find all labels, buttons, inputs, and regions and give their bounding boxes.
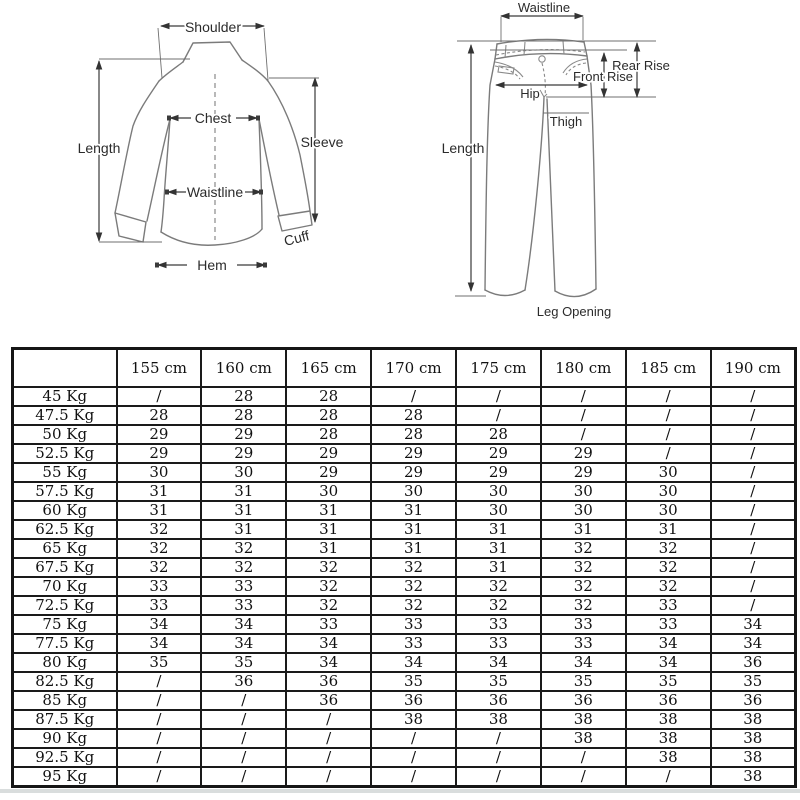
size-cell: 29 bbox=[286, 463, 371, 482]
size-cell: / bbox=[711, 406, 796, 425]
table-row bbox=[13, 748, 796, 767]
weight-row-header: 80 Kg bbox=[13, 653, 117, 672]
size-chart-table bbox=[11, 347, 797, 788]
size-cell: 29 bbox=[201, 425, 286, 444]
size-cell: 33 bbox=[371, 634, 456, 653]
size-cell: / bbox=[541, 387, 626, 406]
size-cell: 31 bbox=[201, 520, 286, 539]
size-cell: 38 bbox=[711, 710, 796, 729]
height-column-header: 185 cm bbox=[626, 349, 711, 388]
size-cell: 38 bbox=[711, 729, 796, 748]
size-cell: 31 bbox=[456, 520, 541, 539]
table-row bbox=[13, 710, 796, 729]
size-cell: / bbox=[711, 425, 796, 444]
size-cell: 32 bbox=[371, 558, 456, 577]
size-cell: 28 bbox=[286, 387, 371, 406]
size-cell: / bbox=[371, 748, 456, 767]
pants-labels bbox=[442, 0, 670, 319]
size-cell: 32 bbox=[626, 558, 711, 577]
shirt-cuff-label: Cuff bbox=[282, 227, 311, 249]
size-cell: 32 bbox=[117, 520, 202, 539]
size-cell: / bbox=[626, 444, 711, 463]
size-cell: 34 bbox=[711, 615, 796, 634]
size-cell: / bbox=[456, 406, 541, 425]
size-cell: 32 bbox=[201, 539, 286, 558]
size-cell: 33 bbox=[456, 634, 541, 653]
size-cell: 35 bbox=[456, 672, 541, 691]
size-cell: / bbox=[626, 767, 711, 787]
size-cell: 36 bbox=[286, 691, 371, 710]
table-row bbox=[13, 425, 796, 444]
pants-length-label: Length bbox=[441, 140, 485, 156]
height-column-header: 155 cm bbox=[117, 349, 202, 388]
weight-row-header: 50 Kg bbox=[13, 425, 117, 444]
weight-row-header: 90 Kg bbox=[13, 729, 117, 748]
size-cell: / bbox=[117, 710, 202, 729]
height-column-header: 190 cm bbox=[711, 349, 796, 388]
size-cell: 32 bbox=[541, 539, 626, 558]
size-cell: / bbox=[117, 672, 202, 691]
weight-row-header: 75 Kg bbox=[13, 615, 117, 634]
size-cell: 34 bbox=[117, 615, 202, 634]
size-cell: 28 bbox=[117, 406, 202, 425]
size-cell: / bbox=[286, 729, 371, 748]
weight-row-header: 95 Kg bbox=[13, 767, 117, 787]
corner-cell bbox=[13, 349, 117, 388]
size-cell: 30 bbox=[626, 501, 711, 520]
size-cell: / bbox=[201, 767, 286, 787]
size-cell: 31 bbox=[286, 501, 371, 520]
shirt-hem-label: Hem bbox=[197, 257, 227, 273]
size-cell: 28 bbox=[371, 425, 456, 444]
size-cell: / bbox=[541, 748, 626, 767]
size-cell: 29 bbox=[117, 444, 202, 463]
size-cell: / bbox=[117, 729, 202, 748]
table-row bbox=[13, 501, 796, 520]
weight-row-header: 65 Kg bbox=[13, 539, 117, 558]
size-cell: 36 bbox=[371, 691, 456, 710]
table-row bbox=[13, 634, 796, 653]
size-cell: 28 bbox=[286, 406, 371, 425]
size-cell: / bbox=[456, 767, 541, 787]
size-cell: 31 bbox=[371, 539, 456, 558]
size-cell: 30 bbox=[456, 501, 541, 520]
size-cell: 29 bbox=[541, 463, 626, 482]
size-cell: 33 bbox=[541, 634, 626, 653]
weight-row-header: 60 Kg bbox=[13, 501, 117, 520]
size-cell: / bbox=[711, 387, 796, 406]
size-cell: 31 bbox=[626, 520, 711, 539]
size-cell: 34 bbox=[201, 615, 286, 634]
weight-row-header: 77.5 Kg bbox=[13, 634, 117, 653]
size-cell: 32 bbox=[541, 558, 626, 577]
size-cell: 32 bbox=[117, 539, 202, 558]
size-cell: / bbox=[711, 577, 796, 596]
size-cell: 32 bbox=[117, 558, 202, 577]
pants-waistline-label: Waistline bbox=[517, 0, 571, 15]
size-cell: 33 bbox=[117, 596, 202, 615]
weight-row-header: 92.5 Kg bbox=[13, 748, 117, 767]
size-cell: 36 bbox=[711, 653, 796, 672]
size-cell: 38 bbox=[541, 710, 626, 729]
size-cell: 30 bbox=[456, 482, 541, 501]
size-cell: 36 bbox=[456, 691, 541, 710]
size-cell: 31 bbox=[117, 482, 202, 501]
size-cell: 35 bbox=[371, 672, 456, 691]
size-cell: / bbox=[286, 710, 371, 729]
size-cell: 32 bbox=[456, 596, 541, 615]
shirt-sleeve-label: Sleeve bbox=[300, 134, 344, 150]
size-cell: 32 bbox=[286, 596, 371, 615]
table-row bbox=[13, 577, 796, 596]
shirt-length-label: Length bbox=[77, 140, 121, 156]
size-cell: 30 bbox=[371, 482, 456, 501]
size-cell: 33 bbox=[626, 596, 711, 615]
size-cell: 31 bbox=[456, 558, 541, 577]
size-cell: 29 bbox=[541, 444, 626, 463]
size-cell: / bbox=[117, 691, 202, 710]
size-cell: 34 bbox=[371, 653, 456, 672]
size-cell: 38 bbox=[371, 710, 456, 729]
size-cell: 31 bbox=[371, 501, 456, 520]
size-cell: 30 bbox=[626, 482, 711, 501]
size-cell: 30 bbox=[201, 463, 286, 482]
size-cell: / bbox=[117, 748, 202, 767]
size-cell: 34 bbox=[541, 653, 626, 672]
size-cell: 31 bbox=[371, 520, 456, 539]
size-cell: 33 bbox=[541, 615, 626, 634]
size-cell: 34 bbox=[117, 634, 202, 653]
weight-row-header: 87.5 Kg bbox=[13, 710, 117, 729]
weight-row-header: 52.5 Kg bbox=[13, 444, 117, 463]
size-cell: / bbox=[626, 406, 711, 425]
jeans-button bbox=[539, 56, 545, 62]
size-cell: 35 bbox=[117, 653, 202, 672]
size-cell: / bbox=[626, 425, 711, 444]
size-cell: 36 bbox=[541, 691, 626, 710]
size-cell: / bbox=[711, 596, 796, 615]
size-cell: 33 bbox=[117, 577, 202, 596]
size-cell: 28 bbox=[456, 425, 541, 444]
table-row bbox=[13, 672, 796, 691]
size-cell: 28 bbox=[201, 406, 286, 425]
shirt-dimension-lines bbox=[99, 26, 319, 268]
size-cell: 31 bbox=[201, 482, 286, 501]
weight-row-header: 85 Kg bbox=[13, 691, 117, 710]
table-row bbox=[13, 653, 796, 672]
size-cell: 35 bbox=[626, 672, 711, 691]
size-cell: 36 bbox=[286, 672, 371, 691]
pants-measurement-diagram bbox=[400, 0, 800, 340]
table-row bbox=[13, 463, 796, 482]
size-table-head-row bbox=[13, 349, 796, 388]
pants-front-rise-label: Front Rise bbox=[573, 69, 633, 84]
size-cell: 38 bbox=[626, 729, 711, 748]
size-cell: / bbox=[117, 767, 202, 787]
weight-row-header: 67.5 Kg bbox=[13, 558, 117, 577]
size-cell: 32 bbox=[371, 596, 456, 615]
size-cell: / bbox=[456, 387, 541, 406]
weight-row-header: 72.5 Kg bbox=[13, 596, 117, 615]
table-row bbox=[13, 482, 796, 501]
size-cell: / bbox=[201, 710, 286, 729]
size-cell: 31 bbox=[201, 501, 286, 520]
weight-row-header: 55 Kg bbox=[13, 463, 117, 482]
size-cell: 29 bbox=[456, 444, 541, 463]
size-cell: / bbox=[711, 520, 796, 539]
height-column-header: 165 cm bbox=[286, 349, 371, 388]
size-cell: 30 bbox=[626, 463, 711, 482]
bottom-edge-line bbox=[0, 789, 800, 793]
size-cell: 32 bbox=[201, 558, 286, 577]
size-cell: / bbox=[711, 539, 796, 558]
size-cell: 38 bbox=[626, 748, 711, 767]
size-cell: 33 bbox=[371, 615, 456, 634]
size-cell: 33 bbox=[201, 596, 286, 615]
size-cell: 29 bbox=[117, 425, 202, 444]
table-row bbox=[13, 444, 796, 463]
size-cell: 35 bbox=[541, 672, 626, 691]
size-cell: 35 bbox=[711, 672, 796, 691]
weight-row-header: 57.5 Kg bbox=[13, 482, 117, 501]
shirt-measurement-diagram bbox=[0, 0, 400, 340]
table-row bbox=[13, 520, 796, 539]
size-cell: 29 bbox=[201, 444, 286, 463]
size-cell: 33 bbox=[201, 577, 286, 596]
weight-row-header: 47.5 Kg bbox=[13, 406, 117, 425]
size-cell: / bbox=[201, 691, 286, 710]
size-cell: / bbox=[201, 748, 286, 767]
pants-leg-opening-label: Leg Opening bbox=[536, 304, 612, 319]
size-cell: / bbox=[541, 406, 626, 425]
size-cell: / bbox=[541, 425, 626, 444]
size-cell: 30 bbox=[541, 501, 626, 520]
size-cell: 32 bbox=[286, 558, 371, 577]
height-column-header: 160 cm bbox=[201, 349, 286, 388]
size-cell: 32 bbox=[371, 577, 456, 596]
height-column-header: 170 cm bbox=[371, 349, 456, 388]
size-cell: 33 bbox=[286, 615, 371, 634]
size-cell: / bbox=[371, 729, 456, 748]
size-cell: 32 bbox=[626, 539, 711, 558]
table-row bbox=[13, 387, 796, 406]
size-cell: 29 bbox=[371, 463, 456, 482]
size-cell: 30 bbox=[541, 482, 626, 501]
weight-row-header: 70 Kg bbox=[13, 577, 117, 596]
size-cell: / bbox=[456, 729, 541, 748]
size-cell: 29 bbox=[371, 444, 456, 463]
size-cell: 38 bbox=[711, 767, 796, 787]
height-column-header: 175 cm bbox=[456, 349, 541, 388]
size-cell: / bbox=[711, 463, 796, 482]
table-row bbox=[13, 729, 796, 748]
size-cell: 36 bbox=[201, 672, 286, 691]
size-cell: 32 bbox=[626, 577, 711, 596]
table-row bbox=[13, 539, 796, 558]
weight-row-header: 62.5 Kg bbox=[13, 520, 117, 539]
shirt-waistline-label: Waistline bbox=[186, 184, 244, 200]
size-cell: 38 bbox=[626, 710, 711, 729]
size-cell: / bbox=[626, 387, 711, 406]
weight-row-header: 82.5 Kg bbox=[13, 672, 117, 691]
size-cell: 30 bbox=[117, 463, 202, 482]
size-cell: / bbox=[286, 748, 371, 767]
size-cell: 34 bbox=[626, 634, 711, 653]
size-cell: / bbox=[711, 444, 796, 463]
size-cell: 32 bbox=[541, 596, 626, 615]
size-cell: 38 bbox=[711, 748, 796, 767]
size-cell: 28 bbox=[201, 387, 286, 406]
size-cell: 33 bbox=[456, 615, 541, 634]
size-cell: 32 bbox=[456, 577, 541, 596]
size-cell: 33 bbox=[626, 615, 711, 634]
size-cell: / bbox=[711, 482, 796, 501]
size-cell: / bbox=[371, 767, 456, 787]
table-row bbox=[13, 615, 796, 634]
size-cell: 31 bbox=[456, 539, 541, 558]
size-cell: 29 bbox=[456, 463, 541, 482]
size-cell: 29 bbox=[286, 444, 371, 463]
shirt-chest-label: Chest bbox=[194, 110, 232, 126]
size-cell: 31 bbox=[286, 520, 371, 539]
size-cell: 35 bbox=[201, 653, 286, 672]
size-cell: / bbox=[286, 767, 371, 787]
size-cell: 31 bbox=[541, 520, 626, 539]
table-row bbox=[13, 767, 796, 787]
table-row bbox=[13, 596, 796, 615]
size-cell: 34 bbox=[626, 653, 711, 672]
size-cell: / bbox=[371, 387, 456, 406]
pants-thigh-label: Thigh bbox=[549, 114, 583, 129]
size-cell: 38 bbox=[456, 710, 541, 729]
size-cell: / bbox=[711, 501, 796, 520]
size-cell: / bbox=[201, 729, 286, 748]
size-table-body bbox=[13, 387, 796, 787]
pants-rear-rise-label: Rear Rise bbox=[612, 58, 670, 73]
table-row bbox=[13, 691, 796, 710]
height-column-header: 180 cm bbox=[541, 349, 626, 388]
shirt-shoulder-label: Shoulder bbox=[184, 19, 242, 35]
size-cell: 34 bbox=[456, 653, 541, 672]
size-cell: / bbox=[456, 748, 541, 767]
size-cell: 28 bbox=[371, 406, 456, 425]
size-cell: 38 bbox=[541, 729, 626, 748]
size-cell: / bbox=[541, 767, 626, 787]
size-cell: 31 bbox=[117, 501, 202, 520]
shirt-outline bbox=[115, 42, 312, 245]
size-cell: 36 bbox=[711, 691, 796, 710]
weight-row-header: 45 Kg bbox=[13, 387, 117, 406]
size-cell: 32 bbox=[286, 577, 371, 596]
size-cell: 31 bbox=[286, 539, 371, 558]
size-cell: 34 bbox=[711, 634, 796, 653]
pants-hip-label: Hip bbox=[520, 86, 540, 101]
size-cell: 32 bbox=[541, 577, 626, 596]
size-cell: 34 bbox=[201, 634, 286, 653]
shirt-labels bbox=[78, 19, 344, 273]
size-cell: 28 bbox=[286, 425, 371, 444]
table-row bbox=[13, 406, 796, 425]
size-cell: / bbox=[117, 387, 202, 406]
table-row bbox=[13, 558, 796, 577]
size-cell: 34 bbox=[286, 634, 371, 653]
size-cell: 36 bbox=[626, 691, 711, 710]
size-cell: / bbox=[711, 558, 796, 577]
size-cell: 30 bbox=[286, 482, 371, 501]
size-cell: 34 bbox=[286, 653, 371, 672]
